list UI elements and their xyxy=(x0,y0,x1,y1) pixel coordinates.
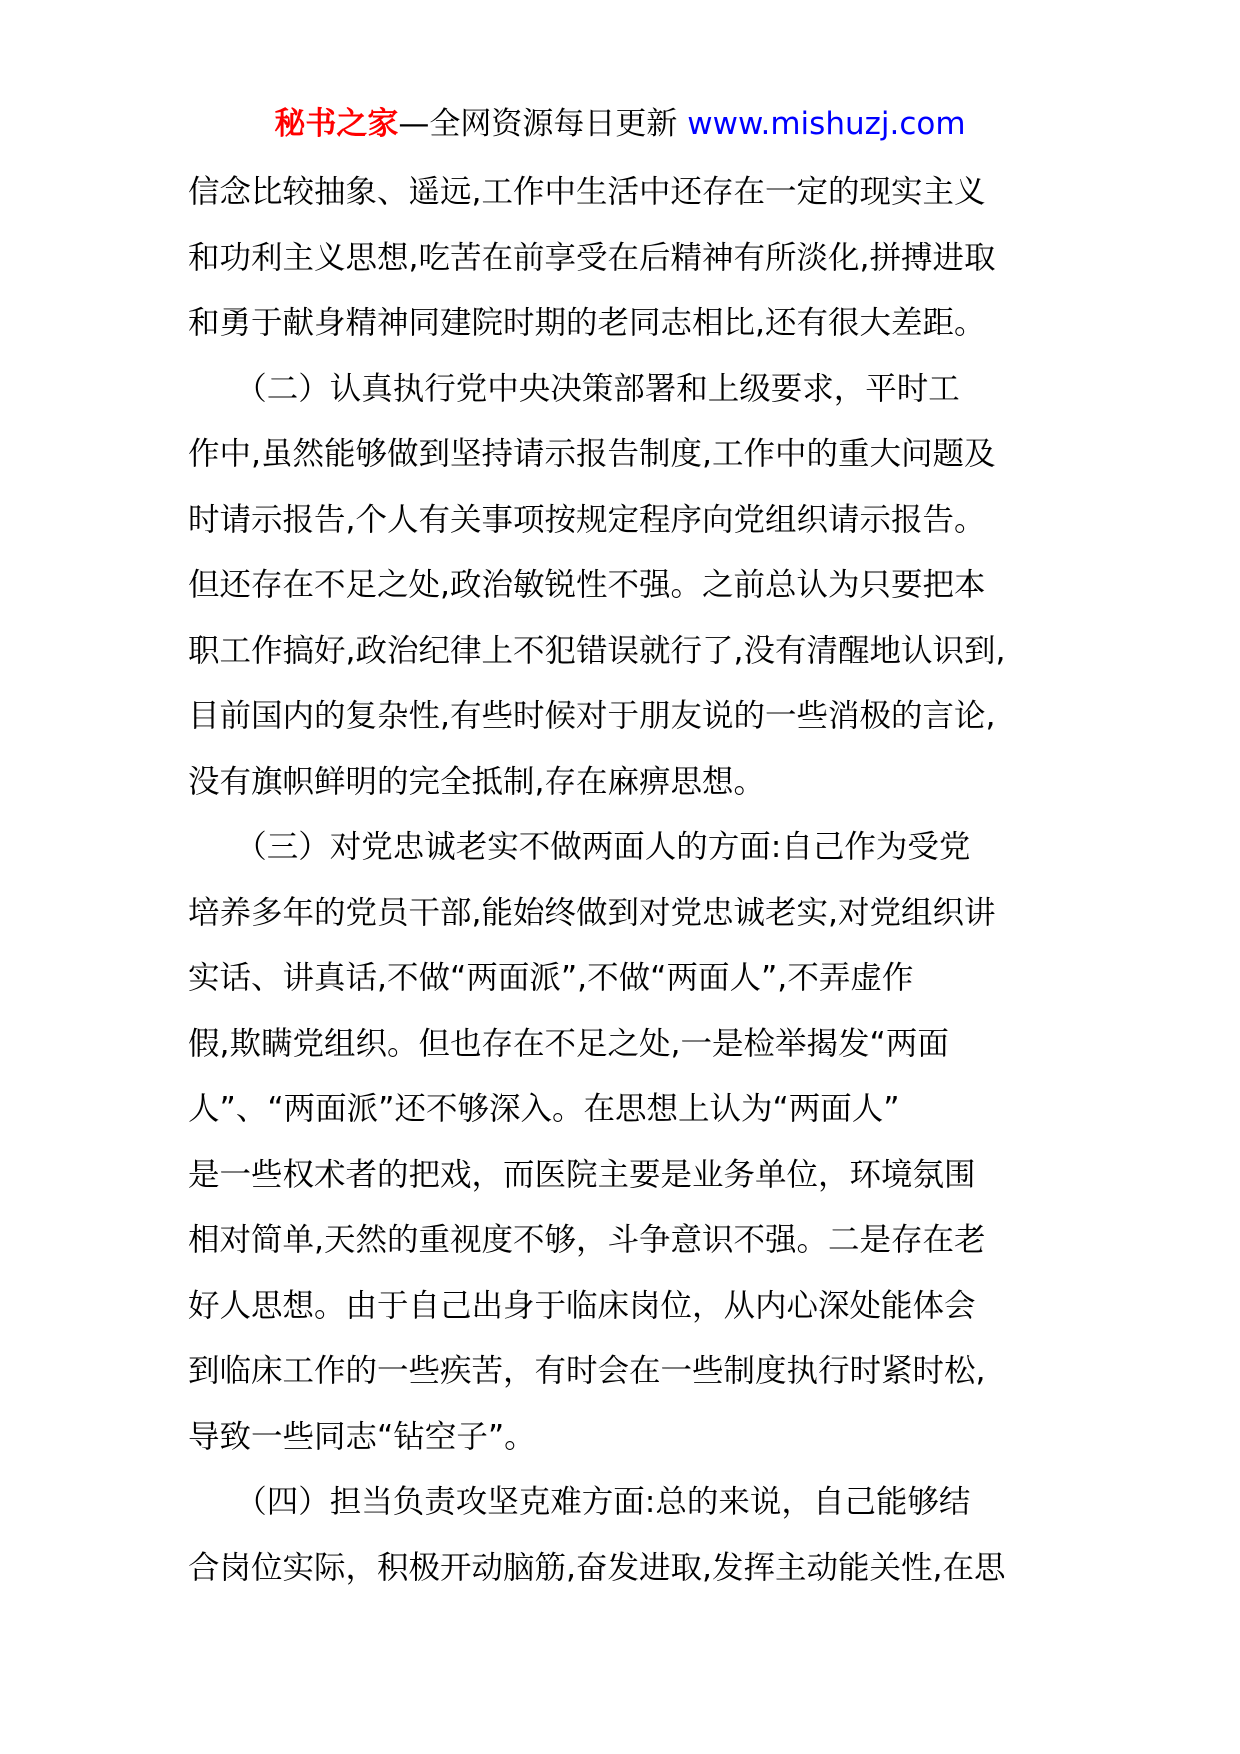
text-line: （三）对党忠诚老实不做两面人的方面:自己作为受党 xyxy=(188,829,971,865)
text-line: 导致一些同志“钻空子”。 xyxy=(188,1418,536,1455)
text-line: 作中,虽然能够做到坚持请示报告制度,工作中的重大问题及 xyxy=(188,436,996,472)
site-url: www.mishuzj.com xyxy=(687,106,966,142)
text-line: 合岗位实际，积极开动脑筋,奋发进取,发挥主动能关性,在思 xyxy=(188,1549,1006,1586)
text-line: 培养多年的党员干部,能始终做到对党忠诚老实,对党组织讲 xyxy=(188,894,996,931)
site-watermark-header xyxy=(0,100,1240,148)
text-line: 但还存在不足之处,政治敏锐性不强。之前总认为只要把本 xyxy=(188,567,986,603)
text-line: 职工作搞好,政治纪律上不犯错误就行了,没有清醒地认识到, xyxy=(188,632,1006,669)
text-line: 没有旗帜鲜明的完全抵制,存在麻痹思想。 xyxy=(188,763,766,800)
text-line: 和勇于献身精神同建院时期的老同志相比,还有很大差距。 xyxy=(188,305,986,341)
text-line: 时请示报告,个人有关事项按规定程序向党组织请示报告。 xyxy=(188,501,986,538)
text-line: 目前国内的复杂性,有些时候对于朋友说的一些消极的言论, xyxy=(188,698,996,734)
brand-name: 秘书之家 xyxy=(274,106,399,142)
text-line: （四）担当负责攻坚克难方面:总的来说，自己能够结 xyxy=(188,1484,971,1520)
text-line: 实话、讲真话,不做“两面派”,不做“两面人”,不弄虚作 xyxy=(188,960,914,996)
text-line: 到临床工作的一些疾苦，有时会在一些制度执行时紧时松, xyxy=(188,1353,986,1389)
text-line: 信念比较抽象、遥远,工作中生活中还存在一定的现实主义 xyxy=(188,174,986,210)
text-line: 好人思想。由于自己出身于临床岗位，从内心深处能体会 xyxy=(188,1287,976,1324)
text-line: 假,欺瞒党组织。但也存在不足之处,一是检举揭发“两面 xyxy=(188,1025,949,1062)
text-line: 人”、“两面派”还不够深入。在思想上认为“两面人” xyxy=(188,1091,900,1127)
text-line: 是一些权术者的把戏，而医院主要是业务单位，环境氛围 xyxy=(188,1156,976,1193)
text-line: 相对简单,天然的重视度不够，斗争意识不强。二是存在老 xyxy=(188,1222,986,1258)
text-line: 和功利主义思想,吃苦在前享受在后精神有所淡化,拼搏进取 xyxy=(188,239,996,276)
text-line: （二）认真执行党中央决策部署和上级要求，平时工 xyxy=(188,370,960,407)
brand-tagline: —全网资源每日更新 xyxy=(398,106,688,142)
document-body xyxy=(188,160,1058,1601)
